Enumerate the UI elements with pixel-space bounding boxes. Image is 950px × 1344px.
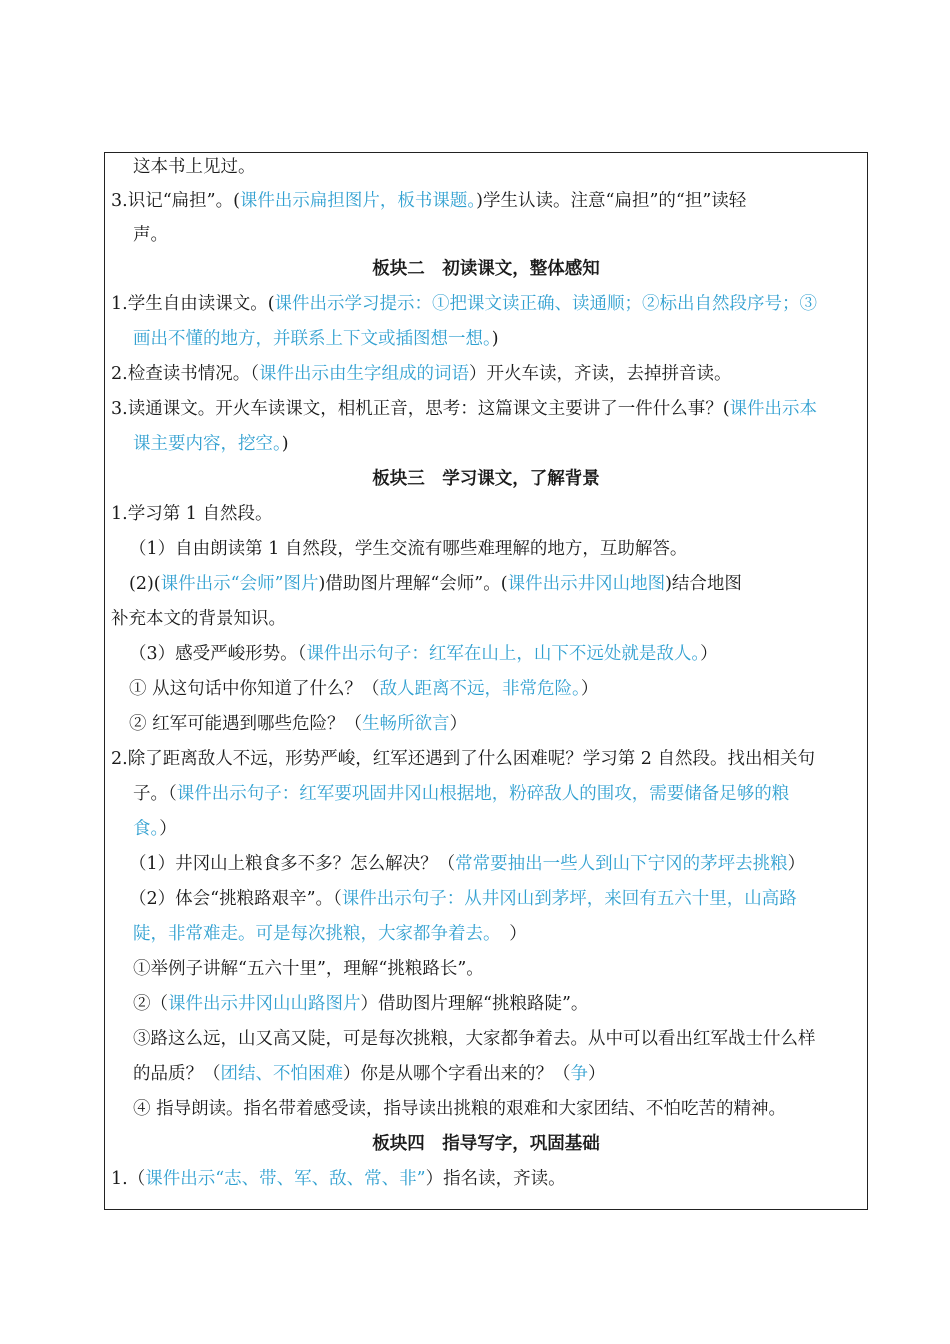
- text-line: [133, 782, 789, 806]
- text-segment: 1.学生自由读课文。(: [111, 294, 275, 314]
- courseware-note: 敌人距离不远，非常危险。: [379, 679, 581, 699]
- text-line: [133, 223, 168, 247]
- text-segment: )结合地图: [665, 574, 742, 594]
- text-line: [133, 1062, 606, 1086]
- text-segment: )借助图片理解“会师”。(: [318, 574, 508, 594]
- text-segment: ）开火车读，齐读，去掉拼音读。: [468, 364, 732, 384]
- text-segment: 子。（: [133, 784, 177, 804]
- text-segment: 1.学习第 1 自然段。: [111, 504, 273, 524]
- text-segment: 1.（: [111, 1169, 146, 1189]
- text-segment: ①举例子讲解“五六十里”，理解“挑粮路长”。: [133, 959, 484, 979]
- text-line: [111, 1167, 566, 1191]
- courseware-note: 课件出示井冈山山路图片: [168, 994, 361, 1014]
- text-segment: ）: [580, 679, 599, 699]
- courseware-note: 课件出示井冈山地图: [507, 574, 666, 594]
- text-segment: （2）体会“挑粮路艰辛”。（: [129, 889, 342, 909]
- text-line: [133, 327, 499, 351]
- courseware-note: 生畅所欲言: [362, 714, 450, 734]
- text-segment: ④ 指导朗读。指名带着感受读，指导读出挑粮的艰难和大家团结、不怕吃苦的精神。: [133, 1099, 787, 1119]
- text-line: [129, 677, 598, 701]
- courseware-note: 课件出示句子：从井冈山到茅坪，来回有五六十里，山高路: [341, 889, 797, 909]
- text-line: [133, 155, 256, 179]
- text-line: [133, 922, 527, 946]
- text-segment: （3）感受严峻形势。（: [129, 644, 307, 664]
- text-segment: 的品质？（: [133, 1064, 221, 1084]
- text-segment: ）: [700, 644, 718, 664]
- text-segment: ）: [491, 924, 527, 944]
- text-line: [111, 292, 817, 316]
- text-line: [129, 852, 805, 876]
- text-segment: 3.读通课文。开火车读课文，相机正音，思考：这篇课文主要讲了一件什么事？(: [111, 399, 730, 419]
- text-segment: ）指名读，齐读。: [425, 1169, 566, 1189]
- text-segment: ）: [159, 819, 177, 839]
- text-segment: ): [281, 434, 289, 454]
- text-line: [133, 992, 588, 1016]
- text-line: [129, 642, 718, 666]
- text-segment: 3.识记“扁担”。(: [111, 191, 240, 211]
- courseware-note: 课件出示句子：红军在山上，山下不远处就是敌人。: [306, 644, 701, 664]
- text-line: [129, 712, 467, 736]
- text-segment: ）: [588, 1064, 606, 1084]
- courseware-note: 画出不懂的地方，并联系上下文或插图想一想。: [133, 329, 492, 349]
- text-segment: 2.检查读书情况。（: [111, 364, 259, 384]
- text-line: [111, 607, 286, 631]
- courseware-note: 课件出示由生字组成的词语: [258, 364, 469, 384]
- text-segment: )学生认读。注意“扁担”的“担”读轻: [476, 191, 747, 211]
- text-segment: 2.除了距离敌人不远，形势严峻，红军还遇到了什么困难呢？学习第 2 自然段。找出相关句: [111, 749, 815, 769]
- text-segment: ）你是从哪个字看出来的？（: [343, 1064, 571, 1084]
- text-segment: 这本书上见过。: [133, 157, 256, 177]
- courseware-note: 食。: [133, 819, 160, 839]
- text-segment: 声。: [133, 225, 168, 245]
- text-line: [133, 817, 177, 841]
- section-heading: 板块四 指导写字，巩固基础: [372, 1134, 600, 1154]
- text-line: [129, 537, 687, 561]
- text-line: [111, 502, 272, 526]
- courseware-note: 课件出示本: [729, 399, 818, 419]
- text-segment: (2)(: [129, 574, 161, 594]
- courseware-note: 课件出示学习提示：①把课文读正确、读通顺；②标出自然段序号；③: [274, 294, 818, 314]
- text-segment: ②（: [133, 994, 168, 1014]
- text-line: [129, 887, 797, 911]
- text-segment: ): [491, 329, 499, 349]
- text-line: [129, 572, 742, 596]
- text-line: [133, 432, 289, 456]
- text-line: [111, 189, 746, 213]
- section-heading: 板块三 学习课文，了解背景: [372, 469, 600, 489]
- courseware-note: 课件出示“志、带、军、敌、常、非”: [145, 1169, 426, 1189]
- text-segment: （1）井冈山上粮食多不多？怎么解决？（: [129, 854, 456, 874]
- text-line: [133, 1097, 786, 1121]
- text-line: [111, 397, 817, 421]
- text-line: [133, 1027, 816, 1051]
- text-segment: ）: [787, 854, 806, 874]
- text-segment: ② 红军可能遇到哪些危险？（: [129, 714, 363, 734]
- courseware-note: 争: [570, 1064, 588, 1084]
- courseware-note: 课件出示“会师”图片: [160, 574, 319, 594]
- courseware-note: 团结、不怕困难: [220, 1064, 343, 1084]
- text-line: [111, 747, 815, 771]
- text-segment: 补充本文的背景知识。: [111, 609, 286, 629]
- courseware-note: 陡，非常难走。可是每次挑粮，大家都争着去。: [133, 924, 492, 944]
- text-segment: ① 从这句话中你知道了什么？（: [129, 679, 380, 699]
- section-heading: 板块二 初读课文，整体感知: [372, 259, 600, 279]
- lesson-plan-table-cell: [104, 152, 868, 1210]
- text-line: [111, 362, 731, 386]
- courseware-note: 课件出示句子：红军要巩固井冈山根据地，粉碎敌人的围攻，需要储备足够的粮: [176, 784, 790, 804]
- text-segment: ）借助图片理解“挑粮路陡”。: [360, 994, 589, 1014]
- text-segment: ）: [449, 714, 468, 734]
- courseware-note: 常常要抽出一些人到山下宁冈的茅坪去挑粮: [455, 854, 788, 874]
- courseware-note: 课件出示扁担图片，板书课题。: [239, 191, 477, 211]
- text-line: [133, 957, 484, 981]
- text-segment: ③路这么远，山又高又陡，可是每次挑粮，大家都争着去。从中可以看出红军战士什么样: [133, 1029, 816, 1049]
- courseware-note: 课主要内容，挖空。: [133, 434, 282, 454]
- text-segment: （1）自由朗读第 1 自然段，学生交流有哪些难理解的地方，互助解答。: [129, 539, 688, 559]
